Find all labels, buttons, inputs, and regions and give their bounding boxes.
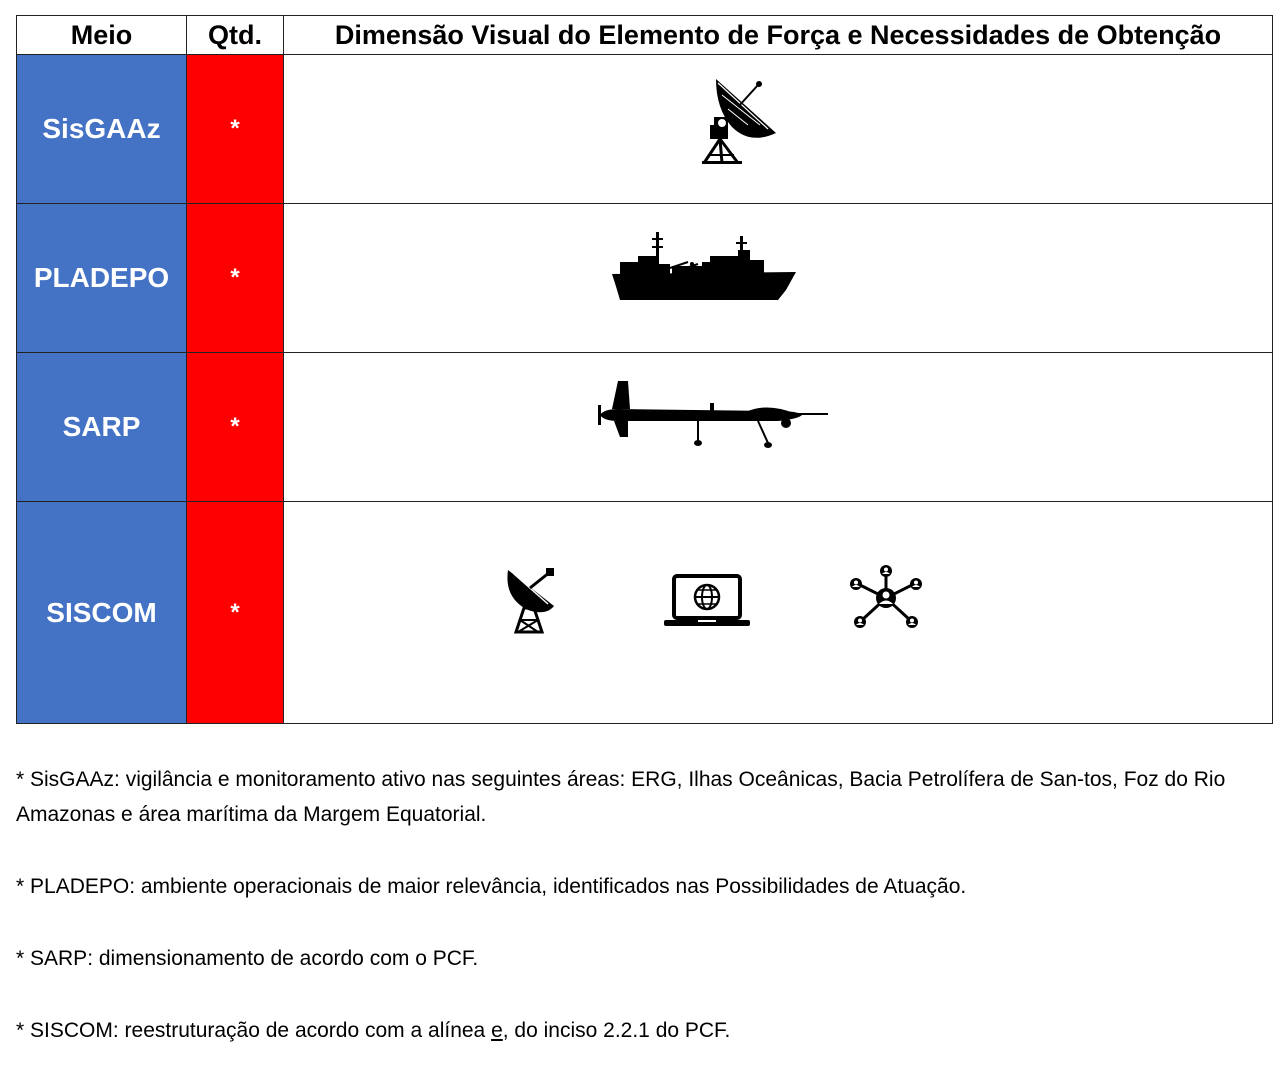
- visual-cell-sisgaaz: [284, 55, 1273, 204]
- qtd-cell-pladepo: *: [187, 204, 284, 353]
- note-sarp: * SARP: dimensionamento de acordo com o PCF.: [16, 947, 479, 970]
- meio-cell-siscom: SISCOM: [17, 502, 187, 724]
- header-qtd: Qtd.: [187, 16, 284, 55]
- ship-icon: [610, 226, 796, 304]
- table-row: [17, 502, 1273, 724]
- qtd-cell-siscom: *: [187, 502, 284, 724]
- meio-cell-sarp: SARP: [17, 353, 187, 502]
- note-sisgaaz: * SisGAAz: vigilância e monitoramento ativo nas seguintes áreas: ERG, Ilhas Oceânicas, Bacia Petrolífera de San-tos, Foz do Rio Amazonas e área marítima da Margem Equatorial.: [16, 768, 1226, 826]
- visual-cell-pladepo: [284, 204, 1273, 353]
- table-row: [17, 353, 1273, 502]
- radar-antenna-icon: [698, 75, 780, 165]
- meio-cell-pladepo: PLADEPO: [17, 204, 187, 353]
- note-siscom-before: * SISCOM: reestruturação de acordo com a alínea: [16, 1019, 492, 1042]
- meio-cell-sisgaaz: SisGAAz: [17, 55, 187, 204]
- note-pladepo: * PLADEPO: ambiente operacionais de maior relevância, identificados nas Possibilidades de Atuação.: [16, 875, 967, 898]
- visual-cell-sarp: [284, 353, 1273, 502]
- table-row: [17, 204, 1273, 353]
- header-meio: Meio: [17, 16, 187, 55]
- qtd-cell-sisgaaz: *: [187, 55, 284, 204]
- force-element-table: [16, 15, 1273, 724]
- visual-cell-siscom: [284, 502, 1273, 724]
- qtd-cell-sarp: *: [187, 353, 284, 502]
- network-icon: [848, 564, 924, 630]
- note-siscom-after: , do inciso 2.2.1 do PCF.: [502, 1019, 731, 1042]
- note-siscom: [16, 1013, 1266, 1048]
- table-row: [17, 55, 1273, 204]
- header-row: [17, 16, 1273, 55]
- note-siscom-underlined: e: [491, 1019, 503, 1042]
- laptop-globe-icon: [664, 574, 750, 628]
- satellite-dish-icon: [502, 568, 558, 634]
- header-dimensao: Dimensão Visual do Elemento de Força e Necessidades de Obtenção: [284, 16, 1273, 55]
- footnotes: [16, 762, 1266, 1085]
- drone-icon: [598, 381, 828, 451]
